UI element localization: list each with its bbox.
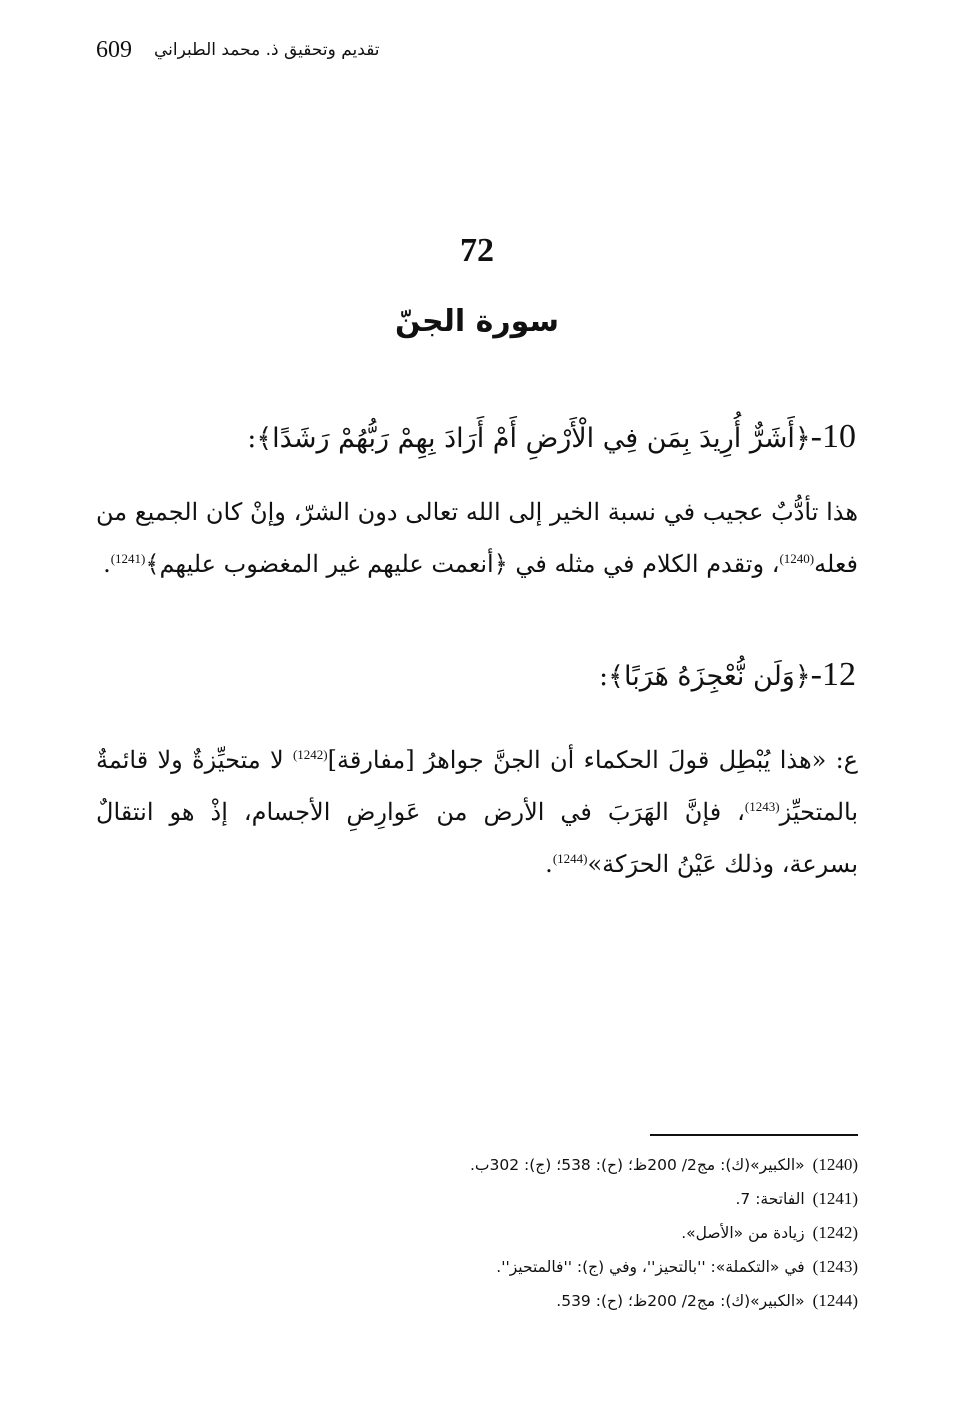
footnote-item	[96, 1148, 858, 1182]
footnote-item	[96, 1182, 858, 1216]
footnote-separator	[650, 1134, 858, 1136]
footnote-text: زيادة من «الأصل».	[681, 1224, 805, 1242]
commentary-text: .	[545, 850, 553, 878]
footnote-text: الفاتحة: 7.	[735, 1190, 805, 1208]
footnote-number: (1243)	[812, 1257, 858, 1276]
footnote-item	[96, 1284, 858, 1318]
footnote-ref-1240: (1240)	[779, 551, 815, 566]
page-number: 609	[96, 36, 132, 63]
commentary-text: ، فإنَّ الهَرَبَ في الأرض من عَوارِضِ الأجسام، إذْ هو انتقالٌ بسرعة، وذلك عَيْنُ الحرَكة»	[96, 798, 858, 878]
footnote-number: (1242)	[812, 1223, 858, 1242]
footnote-text: «الكبير»(ك): مج2/ 200ظ؛ (ح): 538؛ (ج): 302ب.	[469, 1156, 805, 1174]
footnote-ref-1241: (1241)	[110, 551, 146, 566]
footnote-ref-1242: (1242)	[292, 747, 328, 762]
commentary-text: الجميع من فعله	[96, 498, 858, 578]
footnote-ref-1243: (1243)	[744, 799, 780, 814]
verse-number: 12-	[810, 656, 856, 693]
page-header	[96, 32, 396, 68]
commentary-text: لا متحيِّزةٌ ولا قائمةٌ بالمتحيِّز	[96, 746, 858, 826]
commentary-text: هذا تأدُّبٌ عجيب في نسبة الخير إلى الله تعالى دون الشرّ، وإنْ كان	[205, 498, 859, 526]
verse-heading-10	[96, 418, 856, 456]
footnote-ref-1244: (1244)	[552, 851, 588, 866]
footnotes-list	[96, 1148, 858, 1318]
commentary-text: .	[103, 550, 111, 578]
commentary-text: ، وتقدم الكلام في مثله في ﴿أنعمت عليهم غير المغضوب	[223, 550, 780, 578]
commentary-paragraph-10	[96, 486, 858, 590]
commentary-paragraph-12	[96, 734, 858, 890]
surah-number: 72	[460, 232, 494, 269]
verse-number: 10-	[810, 418, 856, 455]
footnote-number: (1244)	[812, 1291, 858, 1310]
footnote-item	[96, 1250, 858, 1284]
commentary-text: ع: «هذا يُبْطِل قولَ الحكماء أن الجنَّ جواهرُ [مفارقة]	[327, 746, 858, 774]
surah-title: سورة الجنّ	[395, 304, 559, 339]
verse-quote: ﴿وَلَن نُّعْجِزَهُ هَرَبًا﴾:	[599, 661, 811, 692]
commentary-text: عليهم﴾	[145, 550, 216, 578]
footnote-text: «الكبير»(ك): مج2/ 200ظ؛ (ح): 539.	[556, 1292, 805, 1310]
verse-quote: ﴿أَشَرٌّ أُرِيدَ بِمَن فِي الْأَرْضِ أَمْ أَرَادَ بِهِمْ رَبُّهُمْ رَشَدًا﴾:	[247, 423, 811, 454]
footnote-number: (1240)	[812, 1155, 858, 1174]
footnote-item	[96, 1216, 858, 1250]
footnote-text: في «التكملة»: ''بالتحيز''، وفي (ج): ''فالمتحيز''.	[496, 1258, 805, 1276]
footnote-number: (1241)	[812, 1189, 858, 1208]
running-head: تقديم وتحقيق ذ. محمد الطبراني	[154, 40, 380, 60]
verse-heading-12	[96, 656, 856, 694]
